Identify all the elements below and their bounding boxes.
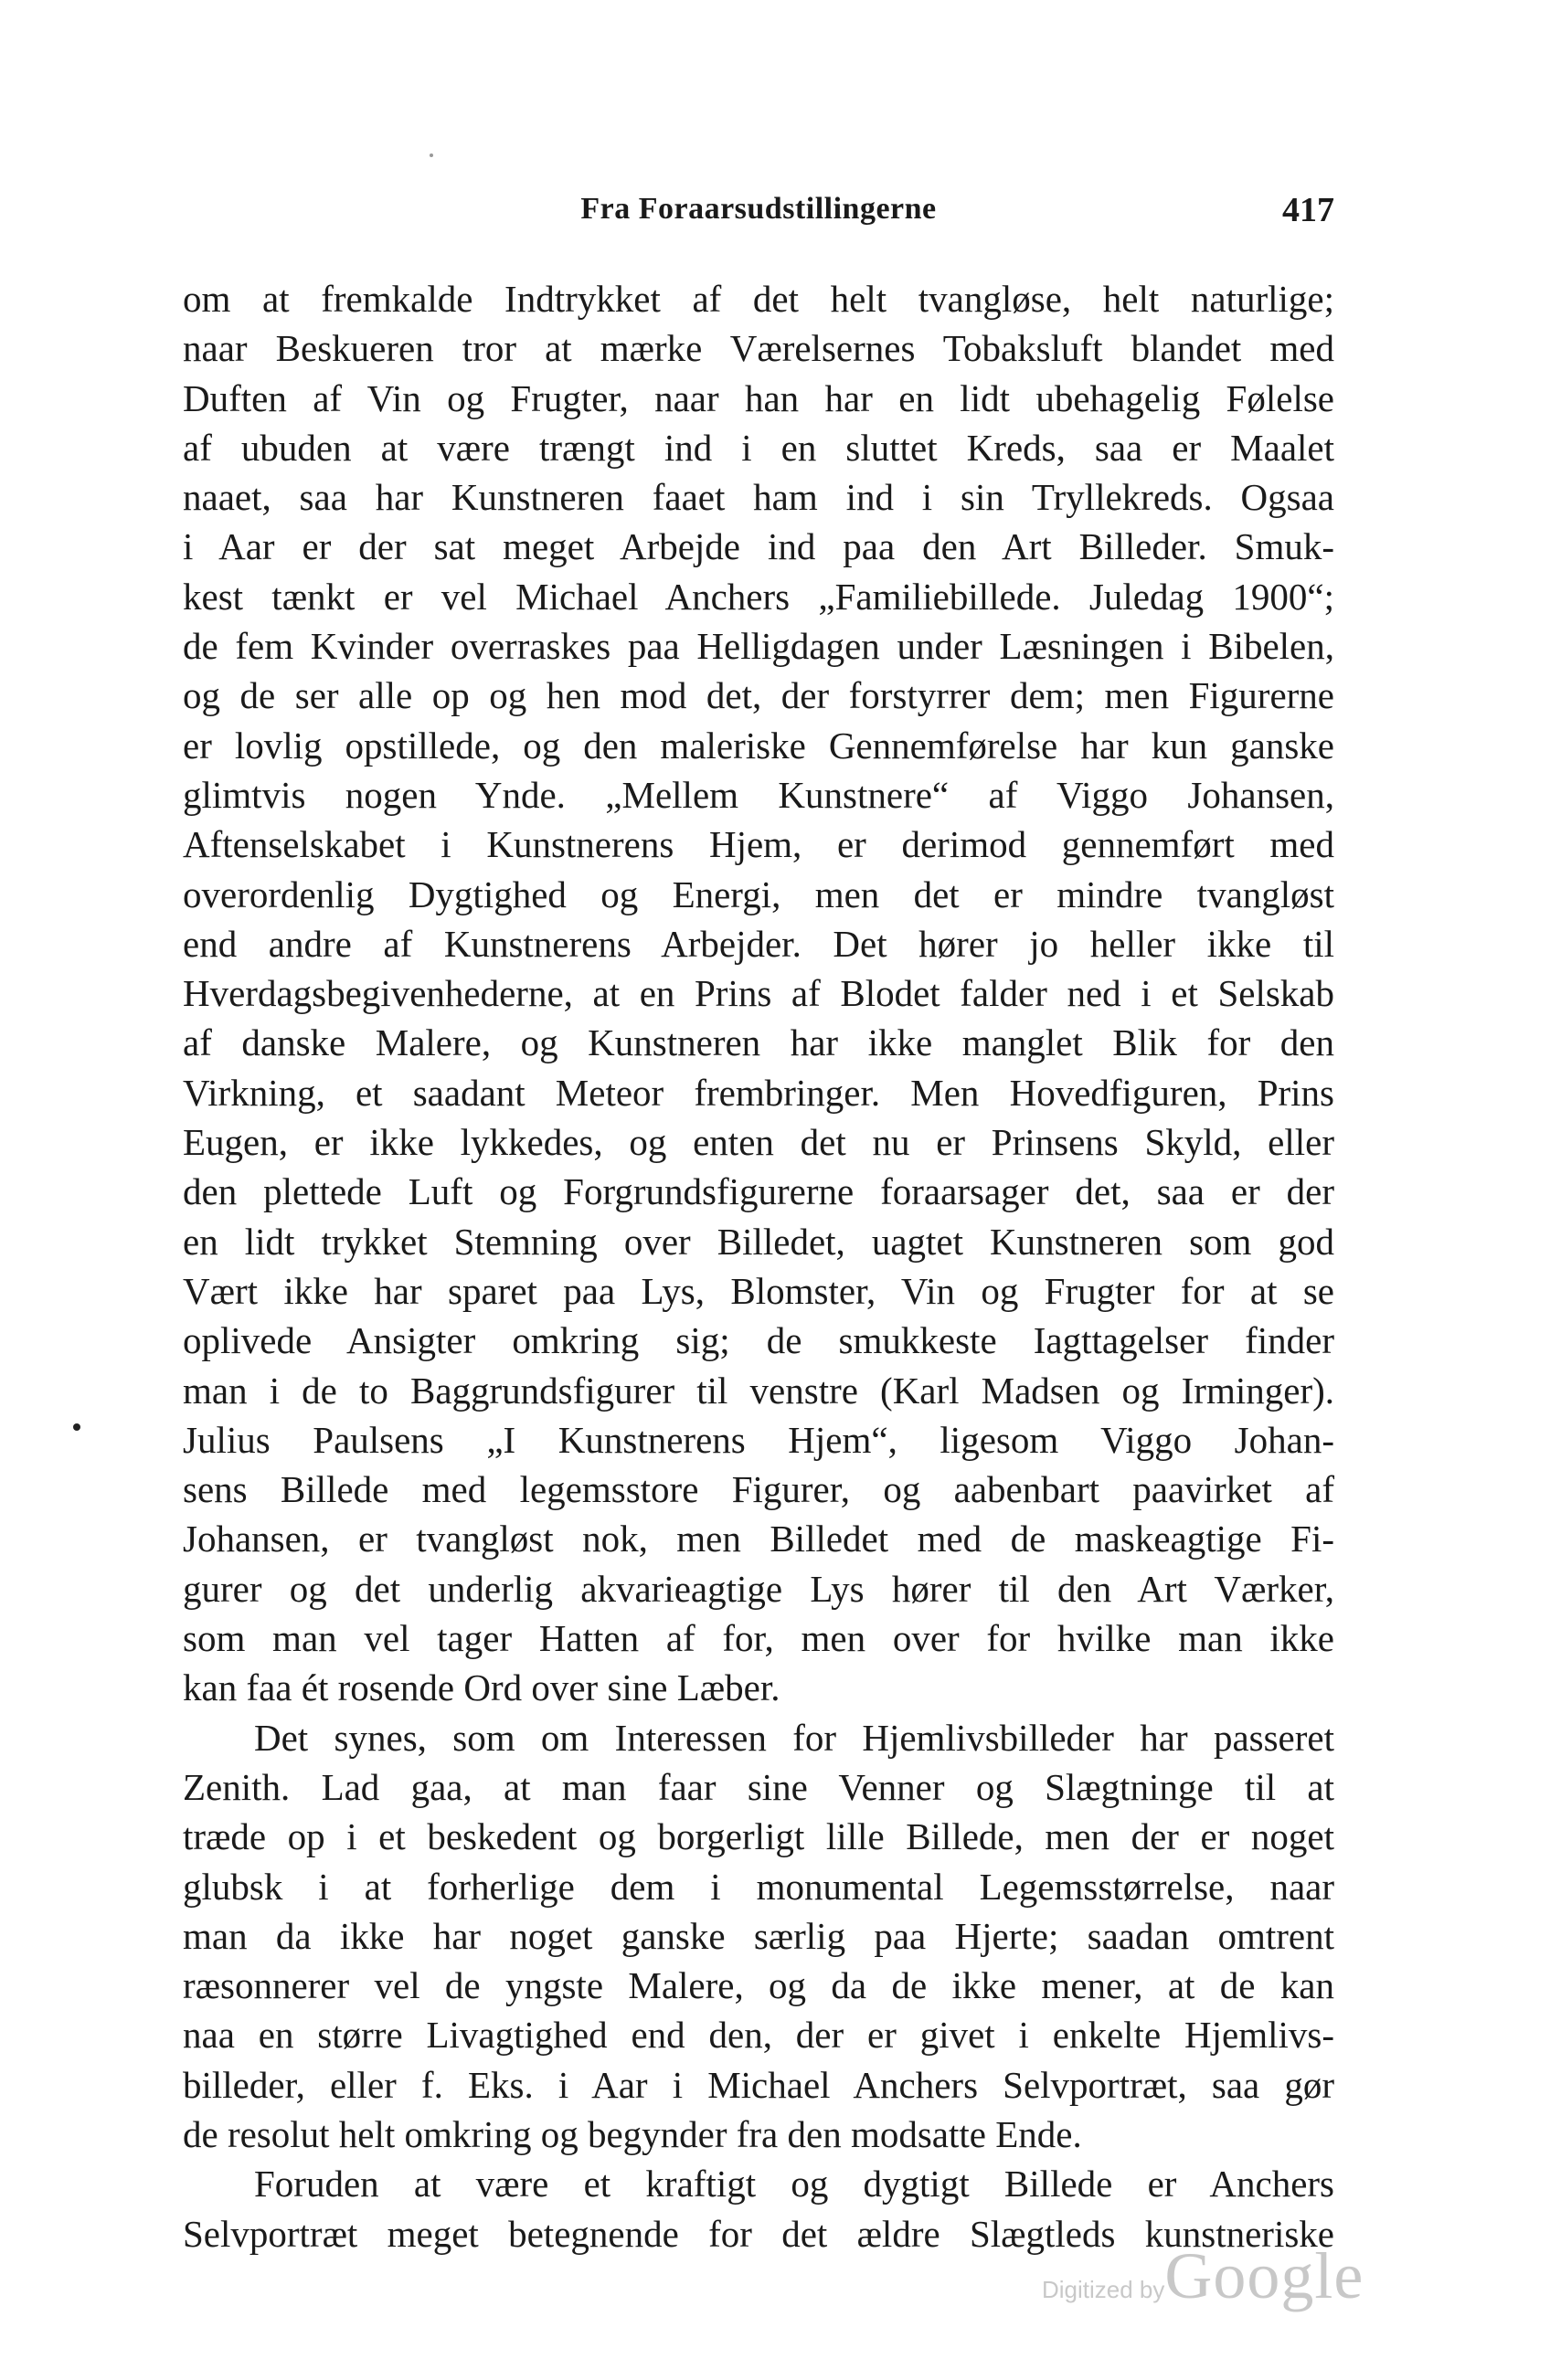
digitized-by-google-watermark (1042, 2238, 1371, 2311)
text-line: er lovlig opstillede, og den maleriske Gennemførelse har kun ganske (183, 724, 1334, 767)
print-speck (430, 153, 433, 157)
body-text (183, 274, 1334, 2258)
text-line: den plettede Luft og Forgrundsfigurerne foraarsager det, saa er der (183, 1170, 1334, 1213)
text-line: man i de to Baggrundsfigurer til venstre (Karl Madsen og Irminger). (183, 1369, 1334, 1412)
paragraph-1 (183, 274, 1334, 1713)
text-line: Hverdagsbegivenhederne, at en Prins af Blodet falder ned i et Selskab (183, 972, 1334, 1015)
text-line: Eugen, er ikke lykkedes, og enten det nu er Prinsens Skyld, eller (183, 1121, 1334, 1164)
text-line: kan faa ét rosende Ord over sine Læber. (183, 1666, 780, 1709)
text-line: kest tænkt er vel Michael Anchers „Familiebillede. Juledag 1900“; (183, 575, 1334, 618)
text-line: glubsk i at forherlige dem i monumental Legemsstørrelse, naar (183, 1865, 1334, 1908)
text-line: overordenlig Dygtighed og Energi, men det er mindre tvangløst (183, 873, 1334, 915)
text-line: oplivede Ansigter omkring sig; de smukkeste Iagttagelser finder (183, 1319, 1334, 1362)
page-number: 417 (1282, 191, 1334, 229)
text-line: Johansen, er tvangløst nok, men Billedet med de maskeagtige Fi- (183, 1518, 1334, 1560)
text-line: naa en større Livagtighed end den, der er givet i enkelte Hjemlivs- (183, 2014, 1334, 2057)
text-line: man da ikke har noget ganske særlig paa Hjerte; saadan omtrent (183, 1914, 1334, 1957)
text-line: gurer og det underlig akvarieagtige Lys hører til den Art Værker, (183, 1567, 1334, 1610)
text-line: end andre af Kunstnerens Arbejder. Det hører jo heller ikke til (183, 922, 1334, 965)
text-line: Foruden at være et kraftigt og dygtigt Billede er Anchers (254, 2163, 1334, 2205)
text-line: om at fremkalde Indtrykket af det helt tvangløse, helt naturlige; (183, 278, 1334, 320)
text-line: Vært ikke har sparet paa Lys, Blomster, Vin og Frugter for at se (183, 1269, 1334, 1312)
text-line: Zenith. Lad gaa, at man faar sine Venner og Slægtninge til at (183, 1765, 1334, 1808)
text-line: træde op i et beskedent og borgerligt lille Billede, men der er noget (183, 1815, 1334, 1858)
paragraph-2 (183, 1713, 1334, 2160)
text-line: af danske Malere, og Kunstneren har ikke manglet Blik for den (183, 1021, 1334, 1064)
text-line: Julius Paulsens „I Kunstnerens Hjem“, ligesom Viggo Johan- (183, 1418, 1334, 1461)
text-line: Selvportræt meget betegnende for det ældre Slægtleds kunstneriske (183, 2212, 1334, 2255)
text-line: som man vel tager Hatten af for, men over for hvilke man ikke (183, 1617, 1334, 1660)
text-line: en lidt trykket Stemning over Billedet, uagtet Kunstneren som god (183, 1220, 1334, 1263)
text-line: billeder, eller f. Eks. i Aar i Michael Anchers Selvportræt, saa gør (183, 2063, 1334, 2106)
text-line: naar Beskueren tror at mærke Værelsernes Tobaksluft blandet med (183, 327, 1334, 370)
text-line: de resolut helt omkring og begynder fra den modsatte Ende. (183, 2112, 1082, 2155)
page-header (183, 183, 1334, 238)
margin-mark (73, 1423, 80, 1431)
text-line: og de ser alle op og hen mod det, der forstyrrer dem; men Figurerne (183, 674, 1334, 717)
text-line: Aftenselskabet i Kunstnerens Hjem, er derimod gennemført med (183, 823, 1334, 866)
text-line: de fem Kvinder overraskes paa Helligdagen under Læsningen i Bibelen, (183, 625, 1334, 668)
text-line: Duften af Vin og Frugter, naar han har en lidt ubehagelig Følelse (183, 376, 1334, 419)
text-line: sens Billede med legemsstore Figurer, og aabenbart paavirket af (183, 1468, 1334, 1511)
text-line: Det synes, som om Interessen for Hjemlivsbilleder har passeret (254, 1716, 1334, 1759)
text-line: ræsonnerer vel de yngste Malere, og da de ikke mener, at de kan (183, 1964, 1334, 2007)
text-line: i Aar er der sat meget Arbejde ind paa den Art Billeder. Smuk- (183, 525, 1334, 568)
watermark-brand: Google (1164, 2239, 1364, 2312)
running-title: Fra Foraarsudstillingerne (580, 192, 937, 226)
text-line: naaet, saa har Kunstneren faaet ham ind i sin Tryllekreds. Ogsaa (183, 476, 1334, 519)
text-line: glimtvis nogen Ynde. „Mellem Kunstnere“ af Viggo Johansen, (183, 773, 1334, 816)
watermark-prefix: Digitized by (1042, 2276, 1165, 2303)
text-line: Virkning, et saadant Meteor frembringer. Men Hovedfiguren, Prins (183, 1071, 1334, 1114)
text-line: af ubuden at være trængt ind i en sluttet Kreds, saa er Maalet (183, 426, 1334, 469)
